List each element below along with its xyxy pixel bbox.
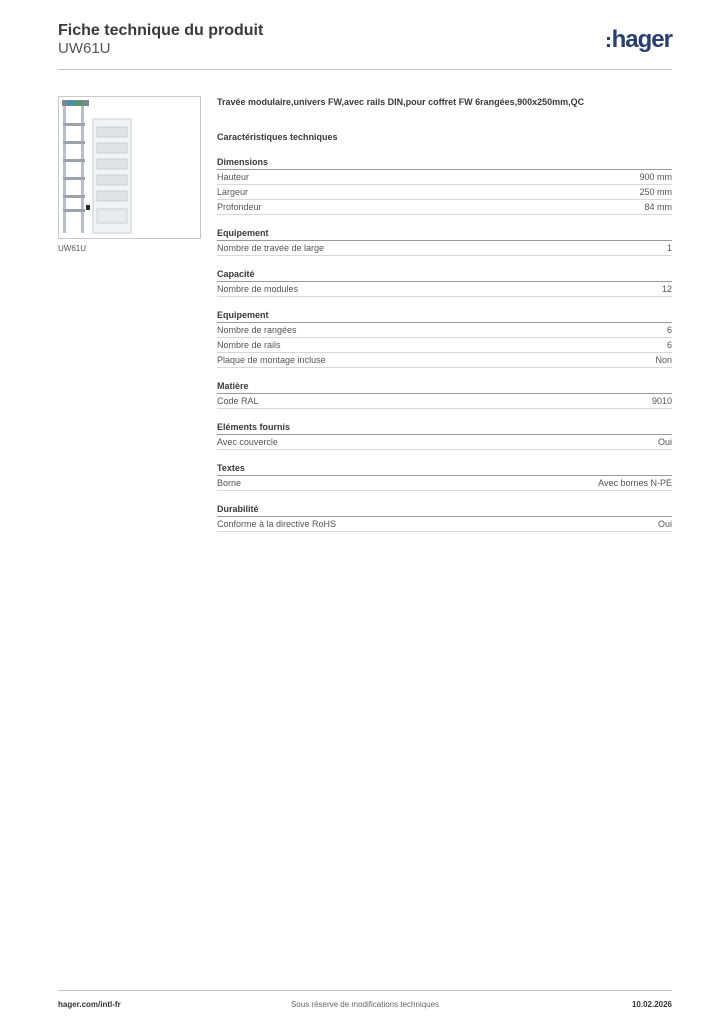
section-title: Caractéristiques techniques bbox=[217, 132, 338, 142]
product-image-icon bbox=[59, 97, 200, 238]
spec-label: Largeur bbox=[217, 187, 249, 197]
footer-date: 10.02.2026 bbox=[631, 1000, 672, 1009]
footer-disclaimer: Sous réserve de modifications techniques bbox=[290, 1000, 440, 1009]
spec-label: Hauteur bbox=[217, 172, 250, 182]
spec-group-durabilite bbox=[217, 503, 672, 532]
page-footer bbox=[58, 990, 672, 1014]
footer-website-link[interactable]: hager.com/intl-fr bbox=[58, 1000, 121, 1009]
image-caption: UW61U bbox=[58, 244, 87, 253]
spec-group-elements-fournis bbox=[217, 421, 672, 450]
spec-row bbox=[217, 170, 672, 185]
product-code: UW61U bbox=[58, 40, 111, 57]
spec-row bbox=[217, 476, 672, 491]
spec-value: 6 bbox=[666, 340, 672, 350]
spec-row bbox=[217, 185, 672, 200]
spec-label: Avec couvercle bbox=[217, 437, 278, 447]
hager-logo[interactable] bbox=[607, 27, 672, 53]
spec-row bbox=[217, 241, 672, 256]
spec-label: Borne bbox=[217, 478, 242, 488]
group-title: Matière bbox=[217, 380, 672, 394]
group-title: Textes bbox=[217, 462, 672, 476]
logo-dots-icon bbox=[607, 37, 610, 47]
spec-value: 84 mm bbox=[644, 202, 672, 212]
spec-label: Nombre de rails bbox=[217, 340, 281, 350]
spec-row bbox=[217, 517, 672, 532]
spec-label: Code RAL bbox=[217, 396, 259, 406]
spec-value: 6 bbox=[666, 325, 672, 335]
group-title: Equipement bbox=[217, 309, 672, 323]
spec-value: 1 bbox=[666, 243, 672, 253]
spec-value: Oui bbox=[657, 437, 672, 447]
spec-row bbox=[217, 323, 672, 338]
spec-group-textes bbox=[217, 462, 672, 491]
logo-text: hager bbox=[611, 26, 672, 53]
page-title: Fiche technique du produit bbox=[58, 22, 264, 39]
product-image[interactable] bbox=[58, 96, 201, 239]
spec-value: Non bbox=[655, 355, 672, 365]
spec-value: 12 bbox=[661, 284, 672, 294]
spec-group-equipement bbox=[217, 227, 672, 256]
spec-row bbox=[217, 394, 672, 409]
spec-row bbox=[217, 282, 672, 297]
spec-group-matiere bbox=[217, 380, 672, 409]
group-title: Eléments fournis bbox=[217, 421, 672, 435]
spec-row bbox=[217, 435, 672, 450]
spec-value: 9010 bbox=[651, 396, 672, 406]
spec-label: Profondeur bbox=[217, 202, 262, 212]
group-title: Dimensions bbox=[217, 156, 672, 170]
spec-label: Conforme à la directive RoHS bbox=[217, 519, 337, 529]
spec-row bbox=[217, 353, 672, 368]
group-title: Capacité bbox=[217, 268, 672, 282]
page-header bbox=[58, 20, 672, 70]
spec-value: Avec bornes N-PE bbox=[598, 478, 672, 488]
group-title: Durabilité bbox=[217, 503, 672, 517]
spec-content bbox=[217, 96, 672, 532]
spec-value: 900 mm bbox=[639, 172, 672, 182]
spec-group-dimensions bbox=[217, 156, 672, 215]
spec-label: Nombre de travée de large bbox=[217, 243, 325, 253]
spec-value: 250 mm bbox=[639, 187, 672, 197]
group-title: Equipement bbox=[217, 227, 672, 241]
spec-label: Nombre de modules bbox=[217, 284, 299, 294]
spec-row bbox=[217, 200, 672, 215]
spec-group-equipement-2 bbox=[217, 309, 672, 368]
spec-row bbox=[217, 338, 672, 353]
spec-label: Plaque de montage incluse bbox=[217, 355, 326, 365]
spec-value: Oui bbox=[657, 519, 672, 529]
product-description: Travée modulaire,univers FW,avec rails DIN,pour coffret FW 6rangées,900x250mm,QC bbox=[217, 97, 585, 107]
spec-label: Nombre de rangées bbox=[217, 325, 297, 335]
spec-group-capacite bbox=[217, 268, 672, 297]
